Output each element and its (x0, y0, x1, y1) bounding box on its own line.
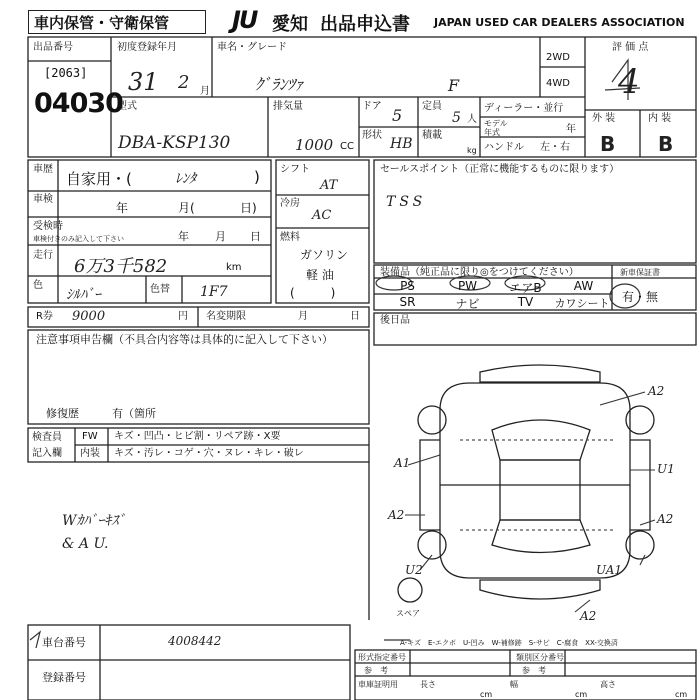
deadline-day: 日 (350, 311, 360, 322)
doors-label: ドア (362, 101, 382, 112)
exterior-label: 外 装 (592, 113, 616, 124)
fuel-gasoline: ガソリン (300, 248, 349, 262)
warranty-label: 新車保証書 (620, 268, 660, 277)
ju-logo: JU (232, 6, 257, 34)
selling-points-label: セールスポイント（正常に機能するものに限ります） (380, 164, 620, 175)
equip-navi: ナビ (455, 297, 480, 311)
doors: 5 (392, 106, 403, 125)
later-date-label: 後日品 (380, 315, 410, 326)
color-code-label: 色替 (150, 284, 170, 295)
history-note: ﾚﾝﾀ (175, 171, 196, 187)
fw-label: FW (82, 431, 98, 442)
lot-label: 出品番号 (33, 42, 73, 53)
interior-grade: B (658, 132, 674, 156)
fuel-diesel: 軽 油 (306, 268, 334, 282)
receipt-year: 年 (178, 230, 189, 243)
capacity: 5 (452, 110, 461, 126)
displacement-label: 排気量 (273, 101, 303, 112)
fw-items: キズ・凹凸・ヒビ割・リペア跡・X要 (114, 431, 281, 442)
shaken-month: 月( (178, 201, 195, 215)
model-year-label: モデル (484, 119, 508, 128)
cc-unit: CC (340, 141, 354, 152)
certificate-label: 車庫証明用 (358, 680, 398, 689)
recycle-value: 9000 (72, 309, 106, 324)
shape: HB (390, 136, 413, 152)
equipment-label: 装備品（純正品に限り◎をつけてください） (380, 267, 579, 278)
length-cm: cm (480, 690, 493, 699)
inspector-label: 検査員 (32, 432, 62, 443)
receipt-label: 受検時 (33, 221, 63, 232)
recycle-yen: 円 (178, 311, 188, 322)
aircon-label: 冷房 (280, 198, 300, 209)
notes-label: 注意事項申告欄（不具合内容等は具体的に記入して下さい） (36, 333, 333, 346)
repair-value: 有（箇所 (112, 407, 156, 420)
mileage-label: 走行 (33, 250, 53, 261)
dealer-label: ディーラー・並行 (484, 103, 564, 114)
grade: F (448, 76, 460, 95)
model-code: DBA-KSP130 (118, 133, 231, 153)
entry-label: 記入欄 (32, 448, 62, 459)
warranty-options: 有・無 (622, 290, 659, 304)
model-code-label: 型式 (117, 101, 137, 112)
mileage-unit: km (226, 262, 242, 273)
shape-label: 形状 (362, 130, 382, 141)
fuel-label: 燃料 (280, 232, 300, 243)
score-value: 4 (618, 62, 640, 102)
color-label: 色 (33, 280, 43, 291)
handle-label: ハンドル (484, 142, 524, 153)
equip-tv: TV (517, 295, 534, 309)
receipt-month: 月 (215, 230, 226, 243)
height-label: 高さ (600, 680, 616, 689)
drive-2wd: 2WD (546, 52, 570, 63)
equip-airbag: エアB (509, 281, 542, 295)
year-label: 年式 (484, 128, 500, 137)
org-name: 愛知 (272, 14, 308, 35)
storage-label: 車内保管・守衛保管 (34, 14, 170, 32)
handle-options: 左・右 (540, 142, 570, 153)
selling-points-value: TSS (386, 194, 427, 210)
repair-label: 修復歴 (46, 407, 79, 420)
first-reg-month: 2 (178, 72, 190, 93)
form-title: 出品申込書 (320, 14, 410, 35)
mark-a2-right: A2 (657, 512, 674, 526)
mark-a2-left: A2 (388, 508, 405, 522)
drive-4wd: 4WD (546, 78, 570, 89)
mark-a2-top-right: A2 (648, 384, 665, 398)
fuel-other: ( ) (290, 286, 336, 300)
shift-value: AT (320, 178, 338, 193)
load-label: 積載 (422, 130, 442, 141)
mark-a2-bottom: A2 (580, 609, 597, 623)
history-value: 自家用・( (66, 170, 132, 188)
capacity-label: 定員 (422, 101, 442, 112)
recycle-label: R券 (36, 311, 53, 322)
equip-ps: PS (400, 279, 415, 293)
first-reg-year: 31 (128, 68, 159, 96)
mark-u2-left: U2 (405, 563, 423, 577)
shaken-label: 車検 (33, 194, 53, 205)
lot-number: 04030 (34, 88, 123, 119)
equip-pw: PW (457, 279, 478, 293)
remark-1: Wｶﾊﾞｰｷｽﾞ (62, 513, 126, 529)
ref-label-1: 参 考 (364, 666, 388, 675)
width-cm: cm (575, 690, 588, 699)
interior-insp-label: 内装 (80, 448, 100, 459)
remark-2: & A U. (62, 536, 109, 552)
shaken-year: 年 (116, 201, 129, 215)
interior-insp-items: キズ・汚レ・コゲ・穴・ヌレ・キレ・破レ (114, 448, 304, 459)
mark-a1-left: A1 (394, 456, 411, 470)
mark-ua1-right: UA1 (596, 563, 623, 577)
length-label: 長さ (420, 680, 436, 689)
equip-sr: SR (399, 295, 416, 309)
history-close: ) (254, 168, 260, 186)
first-reg-label: 初度登録年月 (117, 42, 177, 53)
lot-small: [2063] (44, 66, 88, 80)
registration-label: 登録番号 (42, 671, 86, 684)
width-label: 幅 (510, 680, 518, 689)
ref-label-2: 参 考 (522, 666, 546, 675)
mileage-value: 6万3千582 (74, 256, 168, 277)
chassis-label: 車台番号 (42, 636, 86, 649)
deadline-label: 名変期限 (206, 311, 246, 322)
kg-unit: kg (467, 146, 477, 155)
month-unit: 月 (200, 86, 210, 97)
receipt-day: 日 (250, 230, 261, 243)
equip-leather: カワシート (554, 297, 610, 310)
color-code: 1F7 (200, 284, 228, 300)
interior-label: 内 装 (648, 113, 672, 124)
score-label: 評 価 点 (612, 42, 649, 53)
color-value: ｼﾙﾊﾞｰ (66, 287, 101, 303)
history-label: 車歴 (33, 164, 53, 175)
equip-aw: AW (573, 279, 594, 293)
deadline-month: 月 (298, 311, 308, 322)
displacement: 1000 (295, 136, 334, 154)
person-unit: 人 (467, 114, 477, 125)
org-name-en: JAPAN USED CAR DEALERS ASSOCIATION (434, 16, 685, 29)
model-name-label: 車名・グレード (217, 42, 287, 53)
exterior-grade: B (600, 132, 616, 156)
mark-u1-right: U1 (657, 462, 675, 476)
class-number-label: 類別区分番号 (516, 653, 564, 662)
year-unit: 年 (566, 124, 576, 135)
chassis-value: 4008442 (168, 634, 222, 648)
form-number-label: 形式指定番号 (358, 653, 406, 662)
spare-label: スペア (396, 609, 420, 618)
height-cm: cm (675, 690, 688, 699)
shaken-day: 日) (240, 201, 257, 215)
model-name: ｸﾞﾗﾝﾂｧ (255, 75, 304, 94)
receipt-sub: 車検付きのみ記入して下さい (33, 235, 124, 243)
shift-label: シフト (280, 164, 310, 175)
aircon-value: AC (312, 208, 332, 223)
damage-legend: A-キズ E-エクボ U-凹み W-補修跡 S-サビ C-腐食 XX-交換済 (400, 639, 618, 647)
